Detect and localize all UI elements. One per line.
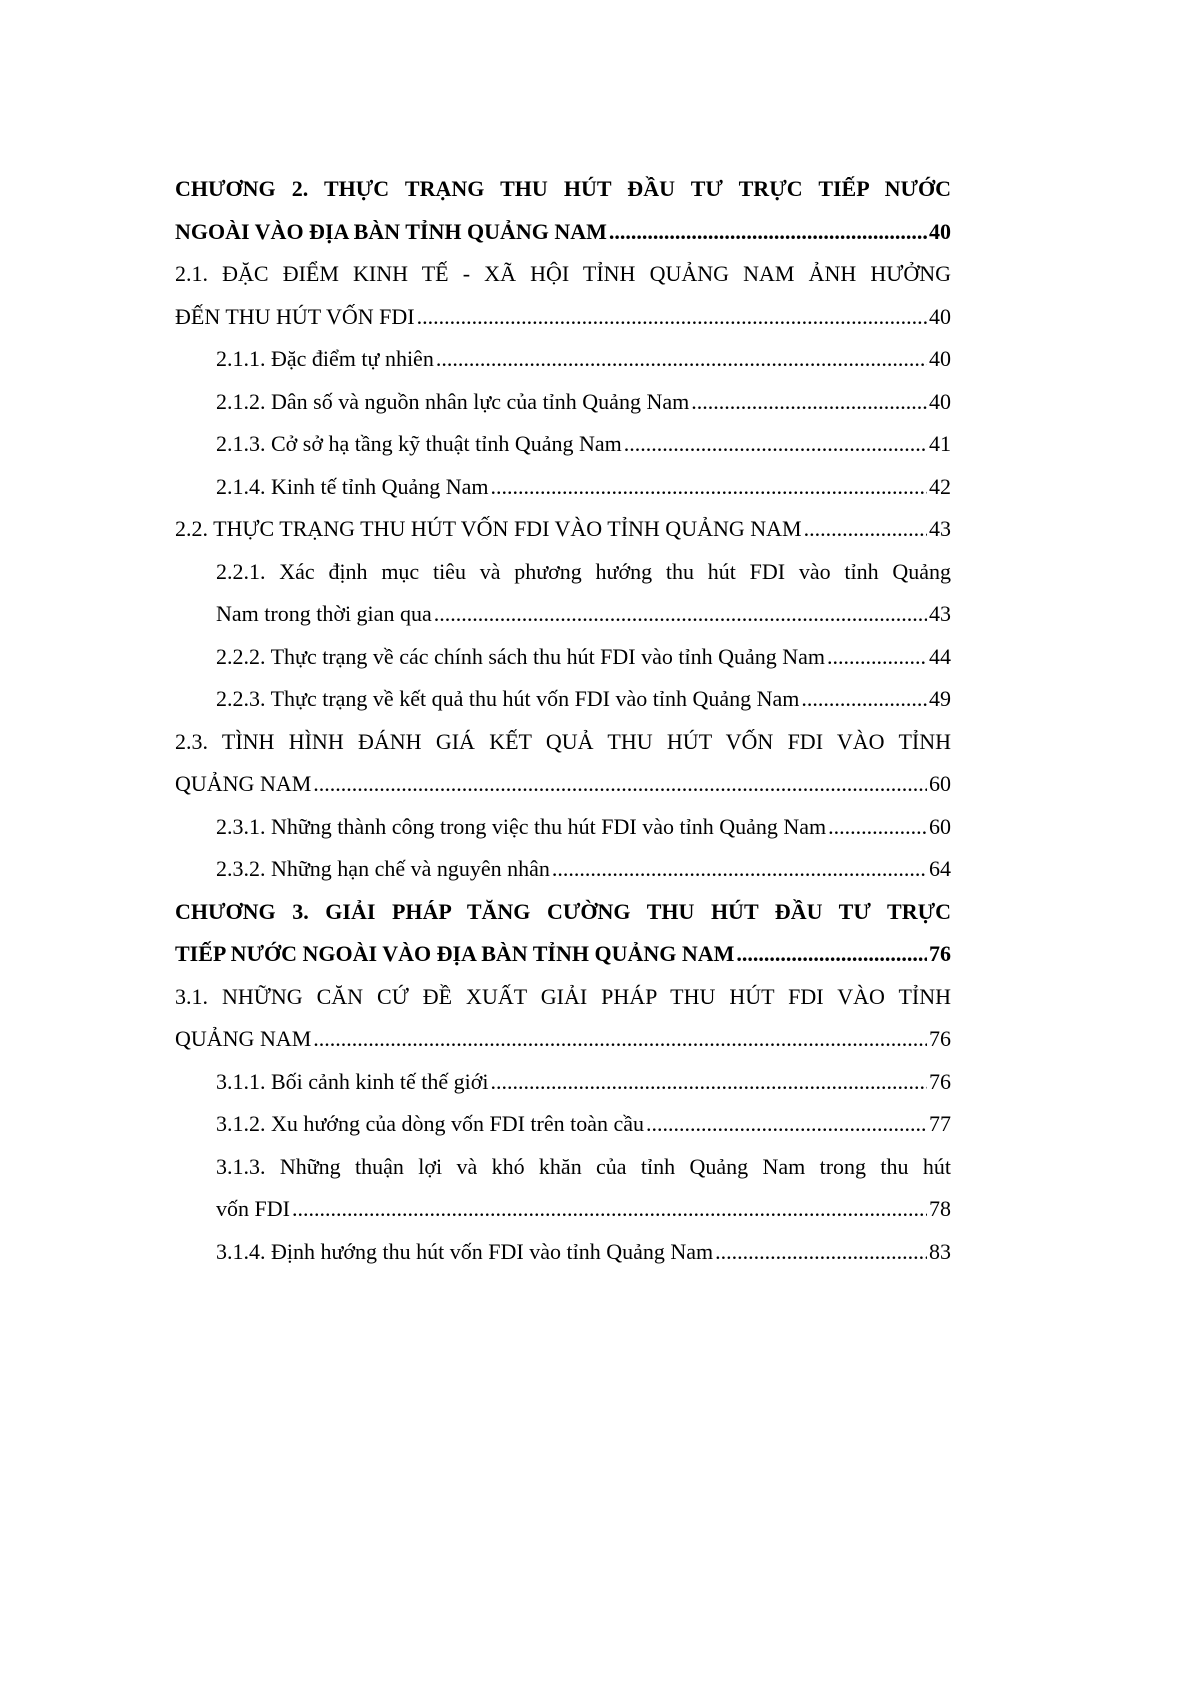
toc-page-number: 40: [929, 218, 951, 244]
toc-line[interactable]: [216, 381, 951, 424]
toc-page-number: 49: [929, 686, 951, 711]
toc-page-number: 76: [929, 1026, 951, 1051]
dot-leader: [491, 466, 927, 509]
toc-entry-title: CHƯƠNG 3. GIẢI PHÁP TĂNG CƯỜNG THU HÚT ĐẦU TƯ TRỰC: [175, 898, 951, 924]
toc-entry-title: NGOÀI VÀO ĐỊA BÀN TỈNH QUẢNG NAM: [175, 218, 607, 244]
toc-entry-title: 2.1.2. Dân số và nguồn nhân lực của tỉnh Quảng Nam: [216, 388, 690, 414]
toc-entry-title: 2.2.2. Thực trạng về các chính sách thu hút FDI vào tỉnh Quảng Nam: [216, 643, 826, 669]
dot-leader: [827, 636, 927, 679]
toc-entry-title: 3.1. NHỮNG CĂN CỨ ĐỀ XUẤT GIẢI PHÁP THU HÚT FDI VÀO TỈNH: [175, 983, 951, 1009]
toc-page-number: 76: [929, 1068, 951, 1094]
toc-entry-title: QUẢNG NAM: [175, 771, 312, 796]
toc-page-number: 43: [929, 516, 951, 541]
toc-line[interactable]: [175, 211, 951, 254]
dot-leader: [609, 211, 927, 254]
toc-line[interactable]: [175, 721, 951, 764]
dot-leader: [491, 1061, 927, 1104]
toc-entry-title: 2.2.1. Xác định mục tiêu và phương hướng thu hút FDI vào tỉnh Quảng: [216, 558, 951, 584]
toc-line[interactable]: [216, 1103, 951, 1146]
toc-line[interactable]: [216, 1231, 951, 1274]
table-of-contents: [175, 168, 951, 1273]
toc-entry-title: 3.1.3. Những thuận lợi và khó khăn của tỉnh Quảng Nam trong thu hút: [216, 1153, 951, 1179]
toc-line[interactable]: [216, 678, 951, 721]
toc-page-number: 40: [929, 346, 951, 371]
dot-leader: [292, 1188, 927, 1231]
toc-entry-title: 2.1.4. Kinh tế tỉnh Quảng Nam: [216, 473, 489, 499]
toc-entry-title: 2.3.1. Những thành công trong việc thu hút FDI vào tỉnh Quảng Nam: [216, 813, 827, 839]
toc-line[interactable]: [216, 423, 951, 466]
toc-line[interactable]: [175, 168, 951, 211]
toc-line[interactable]: [216, 1146, 951, 1189]
toc-entry-title: 2.1.1. Đặc điểm tự nhiên: [216, 346, 434, 371]
dot-leader: [624, 423, 927, 466]
toc-line[interactable]: [216, 848, 951, 891]
toc-entry-title: Nam trong thời gian qua: [216, 601, 432, 626]
toc-entry-title: 2.1. ĐẶC ĐIỂM KINH TẾ - XÃ HỘI TỈNH QUẢNG NAM ẢNH HƯỞNG: [175, 261, 951, 286]
toc-page-number: 77: [929, 1111, 951, 1136]
dot-leader: [436, 338, 927, 381]
toc-page-number: 40: [929, 388, 951, 414]
dot-leader: [646, 1103, 927, 1146]
toc-line[interactable]: [216, 806, 951, 849]
toc-page-number: 78: [929, 1196, 951, 1221]
toc-entry-title: 2.2.3. Thực trạng về kết quả thu hút vốn FDI vào tỉnh Quảng Nam: [216, 686, 800, 711]
toc-entry-title: 2.2. THỰC TRẠNG THU HÚT VỐN FDI VÀO TỈNH QUẢNG NAM: [175, 516, 802, 541]
toc-entry-title: 2.1.3. Cở sở hạ tầng kỹ thuật tỉnh Quảng Nam: [216, 431, 622, 456]
dot-leader: [417, 296, 927, 339]
toc-line[interactable]: [216, 593, 951, 636]
toc-entry-title: 2.3. TÌNH HÌNH ĐÁNH GIÁ KẾT QUẢ THU HÚT VỐN FDI VÀO TỈNH: [175, 728, 951, 754]
toc-page-number: 44: [929, 643, 951, 669]
toc-page-number: 83: [929, 1238, 951, 1264]
toc-entry-title: ĐẾN THU HÚT VỐN FDI: [175, 303, 415, 329]
dot-leader: [313, 763, 927, 806]
toc-entry-title: CHƯƠNG 2. THỰC TRẠNG THU HÚT ĐẦU TƯ TRỰC TIẾP NƯỚC: [175, 176, 951, 201]
toc-line[interactable]: [175, 253, 951, 296]
dot-leader: [313, 1018, 927, 1061]
toc-line[interactable]: [216, 1188, 951, 1231]
toc-line[interactable]: [175, 976, 951, 1019]
dot-leader: [691, 381, 927, 424]
toc-page-number: 40: [929, 303, 951, 329]
toc-entry-title: 2.3.2. Những hạn chế và nguyên nhân: [216, 856, 550, 881]
toc-line[interactable]: [175, 1018, 951, 1061]
toc-line[interactable]: [175, 891, 951, 934]
dot-leader: [552, 848, 927, 891]
toc-entry-title: 3.1.1. Bối cảnh kinh tế thế giới: [216, 1068, 489, 1094]
toc-page-number: 76: [929, 941, 951, 966]
toc-line[interactable]: [216, 1061, 951, 1104]
toc-line[interactable]: [216, 551, 951, 594]
toc-entry-title: 3.1.4. Định hướng thu hút vốn FDI vào tỉnh Quảng Nam: [216, 1238, 714, 1264]
dot-leader: [804, 508, 927, 551]
toc-line[interactable]: [175, 296, 951, 339]
toc-line[interactable]: [175, 933, 951, 976]
toc-entry-title: vốn FDI: [216, 1196, 290, 1221]
toc-line[interactable]: [216, 636, 951, 679]
toc-line[interactable]: [175, 508, 951, 551]
dot-leader: [434, 593, 927, 636]
toc-page-number: 60: [929, 771, 951, 796]
toc-line[interactable]: [175, 763, 951, 806]
toc-entry-title: QUẢNG NAM: [175, 1026, 312, 1051]
dot-leader: [715, 1231, 927, 1274]
toc-line[interactable]: [216, 466, 951, 509]
toc-entry-title: 3.1.2. Xu hướng của dòng vốn FDI trên toàn cầu: [216, 1111, 645, 1136]
toc-page-number: 41: [929, 431, 951, 456]
toc-line[interactable]: [216, 338, 951, 381]
toc-page-number: 60: [929, 813, 951, 839]
dot-leader: [736, 933, 927, 976]
dot-leader: [801, 678, 927, 721]
toc-entry-title: TIẾP NƯỚC NGOÀI VÀO ĐỊA BÀN TỈNH QUẢNG NAM: [175, 941, 735, 966]
toc-page-number: 64: [929, 856, 951, 881]
toc-page-number: 43: [929, 601, 951, 626]
dot-leader: [828, 806, 927, 849]
toc-page-number: 42: [929, 473, 951, 499]
